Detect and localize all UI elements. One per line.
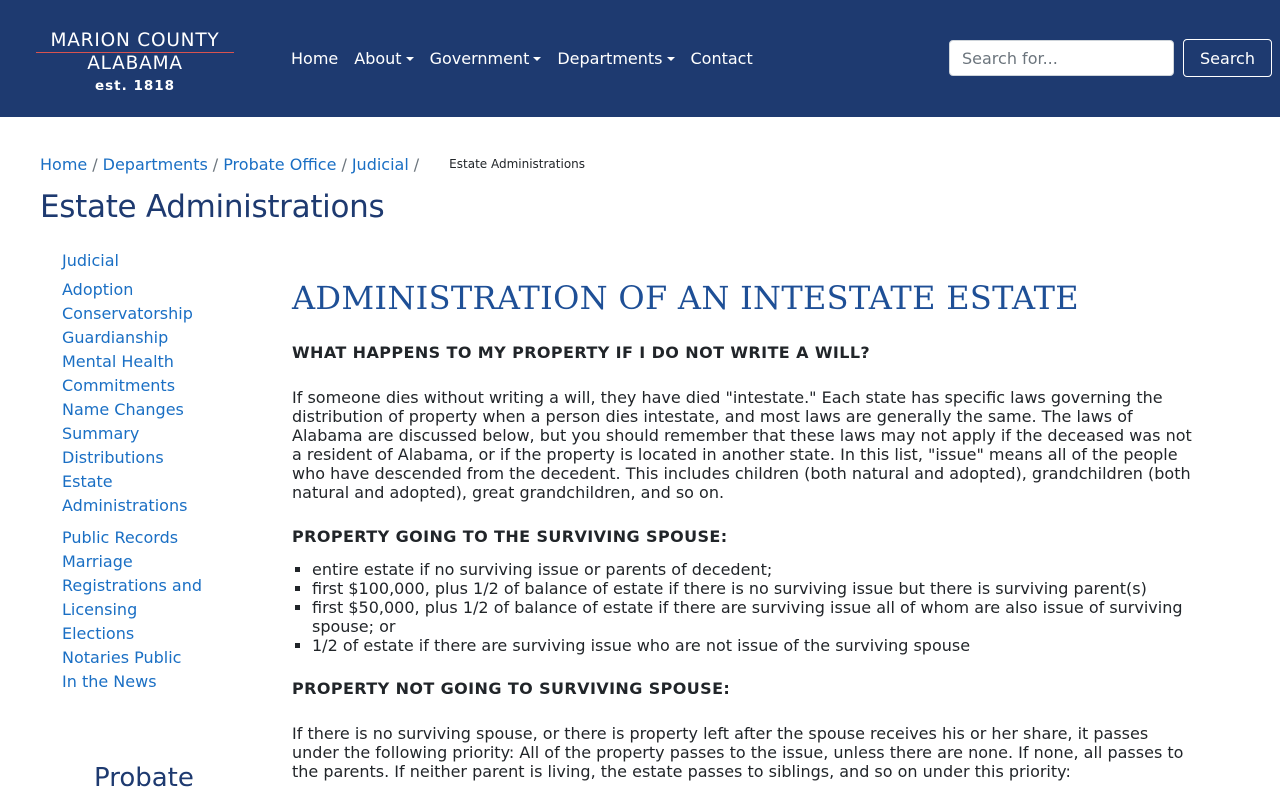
list-item-text: first $50,000, plus 1/2 of balance of estate if there are surviving issue all of whom are also issue of surviving spouse; or <box>312 598 1183 636</box>
sidebar-item-elections[interactable]: Elections <box>62 624 135 643</box>
list-item <box>292 560 1192 579</box>
surviving-spouse-list <box>292 560 1192 655</box>
caret-down-icon <box>533 57 541 61</box>
nav-about[interactable] <box>354 49 413 68</box>
nav-about-label: About <box>354 48 402 68</box>
caret-down-icon <box>406 57 414 61</box>
nav-home-label: Home <box>291 48 339 68</box>
sidebar-item-notaries-public[interactable]: Notaries Public <box>62 648 182 667</box>
logo-line-established: est. 1818 <box>94 78 176 94</box>
breadcrumb-separator: / <box>92 154 98 174</box>
sidebar-item-licensing[interactable]: Licensing <box>62 600 138 619</box>
list-item-text: entire estate if no surviving issue or parents of decedent; <box>312 560 773 579</box>
nav-contact-label: Contact <box>690 48 753 68</box>
site-logo[interactable] <box>36 30 234 98</box>
section-text-not-spouse: If there is no surviving spouse, or there is property left after the spouse receives his or her share, it passes under the following priority: All of the property passes to the issue, unless there are none. If none, all passes to the parents. If neither parent is living, the estate passes to siblings, and so on under this priority: <box>292 724 1184 781</box>
list-item <box>292 579 1192 598</box>
breadcrumb-departments[interactable]: Departments <box>102 154 208 174</box>
sidebar-item-in-the-news[interactable]: In the News <box>62 672 157 691</box>
sidebar-item-marriage[interactable]: Marriage <box>62 552 133 571</box>
search-button[interactable]: Search <box>1183 39 1272 77</box>
bullet-icon <box>295 605 300 610</box>
section-heading-not-spouse: PROPERTY NOT GOING TO SURVIVING SPOUSE: <box>292 679 731 698</box>
breadcrumb-separator: / <box>413 154 420 174</box>
sidebar-nav <box>62 249 262 702</box>
list-item <box>292 636 1192 655</box>
breadcrumb-separator: / <box>212 154 219 174</box>
section-heading-no-will: WHAT HAPPENS TO MY PROPERTY IF I DO NOT WRITE A WILL? <box>292 343 871 362</box>
section-heading-surviving-spouse: PROPERTY GOING TO THE SURVIVING SPOUSE: <box>292 527 728 546</box>
breadcrumb-separator: / <box>341 154 347 174</box>
sidebar-item-adoption[interactable]: Adoption <box>62 280 134 299</box>
sidebar-item-name-changes[interactable]: Name Changes <box>62 400 184 419</box>
breadcrumb-home[interactable]: Home <box>40 154 88 174</box>
bullet-icon <box>295 567 300 572</box>
nav-departments-label: Departments <box>557 48 663 68</box>
sidebar-group-judicial <box>62 278 262 518</box>
main-content <box>292 278 1192 781</box>
nav-contact[interactable] <box>691 49 753 68</box>
list-item <box>292 598 1192 636</box>
sidebar-item-guardianship[interactable]: Guardianship <box>62 328 169 347</box>
sidebar-item-summary-distributions[interactable]: Distributions <box>62 448 164 467</box>
breadcrumb-probate-office[interactable]: Probate Office <box>223 154 337 174</box>
breadcrumb-judicial[interactable]: Judicial <box>351 154 409 174</box>
sidebar-footer-title: Probate <box>94 763 194 793</box>
sidebar-item-registrations[interactable]: Registrations and <box>62 576 203 595</box>
sidebar-group-other <box>62 526 262 694</box>
sidebar-item-mental-health[interactable]: Mental Health <box>62 352 174 371</box>
caret-down-icon <box>667 57 675 61</box>
section-text-no-will: If someone dies without writing a will, they have died "intestate." Each state has specific laws governing the distribution of property when a person dies intestate, and most laws are generally the same. The laws of Alabama are discussed below, but you should remember that these laws may not apply if the deceased was not a resident of Alabama, or if the property is located in another state. In this list, "issue" means all of the people who have descended from the decedent. This includes children (both natural and adopted), grandchildren (both natural and adopted), great grandchildren, and so on. <box>292 388 1192 502</box>
sidebar-item-estate-administrations[interactable]: Administrations <box>62 496 188 515</box>
page-title: Estate Administrations <box>40 189 385 225</box>
nav-government-label: Government <box>429 48 530 68</box>
nav-home[interactable] <box>291 49 338 68</box>
sidebar-item-public-records[interactable]: Public Records <box>62 528 179 547</box>
list-item-text: first $100,000, plus 1/2 of balance of estate if there is no surviving issue but there is surviving parent(s) <box>312 579 1147 598</box>
sidebar-item-estate[interactable]: Estate <box>62 472 113 491</box>
nav-departments[interactable] <box>557 49 674 68</box>
logo-line-state: ALABAMA <box>87 53 183 74</box>
sidebar-item-summary[interactable]: Summary <box>62 424 140 443</box>
bullet-icon <box>295 643 300 648</box>
sidebar-item-mental-health-commitments[interactable]: Commitments <box>62 376 176 395</box>
logo-line-county: MARION COUNTY <box>50 30 220 51</box>
search-input[interactable] <box>949 40 1174 76</box>
breadcrumb-current: Estate Administrations <box>449 157 586 171</box>
sidebar-item-conservatorship[interactable]: Conservatorship <box>62 304 193 323</box>
article-heading: ADMINISTRATION OF AN INTESTATE ESTATE <box>292 279 1079 317</box>
bullet-icon <box>295 586 300 591</box>
breadcrumb <box>40 153 585 175</box>
site-header <box>0 0 1280 117</box>
list-item-text: 1/2 of estate if there are surviving issue who are not issue of the surviving spouse <box>312 636 971 655</box>
sidebar-item-judicial[interactable]: Judicial <box>62 251 119 270</box>
nav-government[interactable] <box>430 49 542 68</box>
main-nav <box>291 47 769 69</box>
